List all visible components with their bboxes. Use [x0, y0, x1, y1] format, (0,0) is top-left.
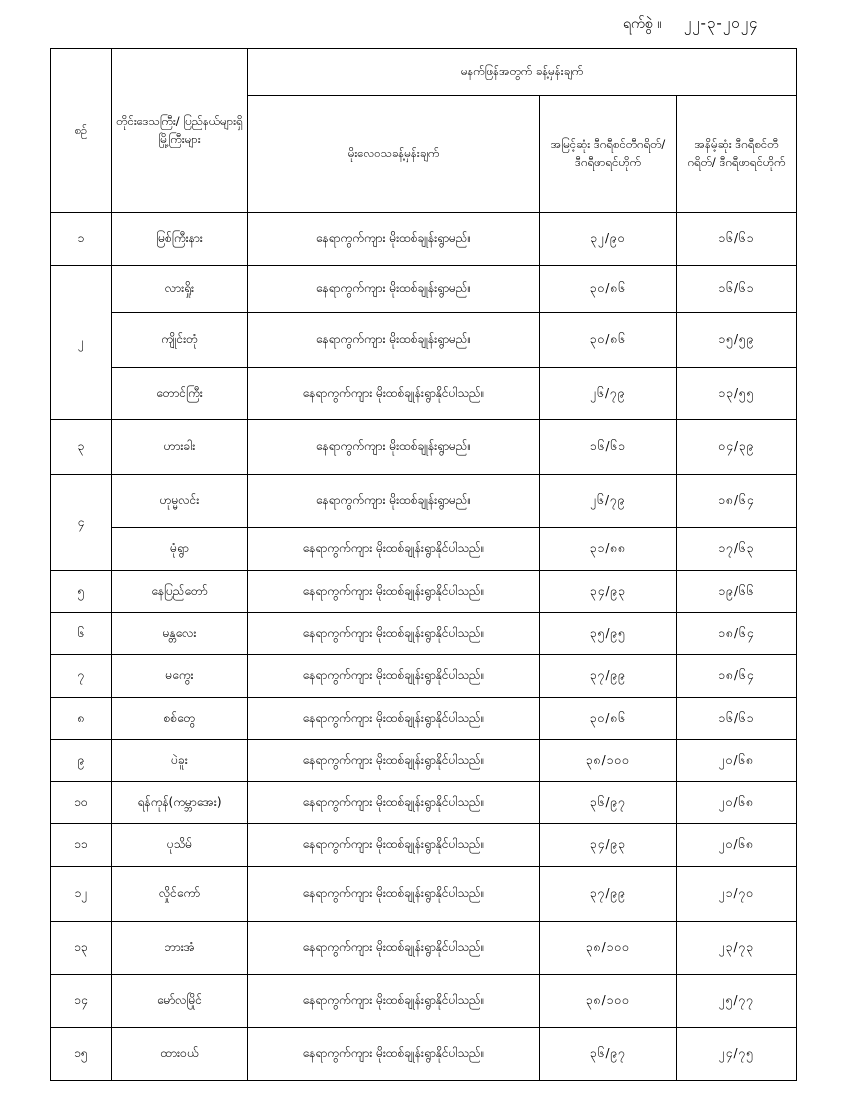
row-number: ၁ [51, 213, 112, 266]
row-number: ၁၃ [51, 922, 112, 975]
city-name: ဘားအံ [112, 922, 248, 975]
weather-condition: နေရာကွက်ကျား မိုးထစ်ချုန်းရွာမည်။ [248, 420, 540, 475]
min-temperature: ၂၁/၇၀ [677, 867, 797, 922]
weather-condition: နေရာကွက်ကျား မိုးထစ်ချုန်းရွာနိုင်ပါသည်။ [248, 975, 540, 1028]
table-row [51, 824, 797, 867]
max-temperature: ၃၈/၁၀၀ [540, 922, 677, 975]
row-number: ၁၄ [51, 975, 112, 1028]
city-name: မန္တလေး [112, 613, 248, 655]
row-number: ၄ [51, 475, 112, 571]
header-min-temp: အနိမ့်ဆုံး ဒီဂရီစင်တီဂရိတ်/ ဒီဂရီဖာရင်ဟိုက် [677, 96, 797, 213]
table-row [51, 266, 797, 313]
min-temperature: ၂၀/၆၈ [677, 782, 797, 824]
weather-condition: နေရာကွက်ကျား မိုးထစ်ချုန်းရွာနိုင်ပါသည်။ [248, 655, 540, 698]
header-region: တိုင်းဒေသကြီး/ ပြည်နယ်များရှိ မြို့ကြီးများ [112, 49, 248, 213]
min-temperature: ၁၆/၆၁ [677, 698, 797, 740]
row-number: ၉ [51, 740, 112, 782]
city-name: တောင်ကြီး [112, 368, 248, 420]
weather-condition: နေရာကွက်ကျား မိုးထစ်ချုန်းရွာနိုင်ပါသည်။ [248, 571, 540, 613]
city-name: ရန်ကုန်(ကမ္ဘာအေး) [112, 782, 248, 824]
weather-condition: နေရာကွက်ကျား မိုးထစ်ချုန်းရွာနိုင်ပါသည်။ [248, 1028, 540, 1081]
table-row [51, 698, 797, 740]
row-number: ၁၅ [51, 1028, 112, 1081]
city-name: လှိုင်ကော် [112, 867, 248, 922]
header-condition: မိုးလေဝသခန့်မှန်းချက် [248, 96, 540, 213]
max-temperature: ၃၇/၉၉ [540, 867, 677, 922]
max-temperature: ၃၀/၈၆ [540, 266, 677, 313]
weather-condition: နေရာကွက်ကျား မိုးထစ်ချုန်းရွာနိုင်ပါသည်။ [248, 922, 540, 975]
weather-condition: နေရာကွက်ကျား မိုးထစ်ချုန်းရွာနိုင်ပါသည်။ [248, 740, 540, 782]
date-value: ၂၂-၃-၂၀၂၄ [683, 14, 759, 32]
city-name: မော်လမြိုင် [112, 975, 248, 1028]
min-temperature: ၁၅/၅၉ [677, 313, 797, 368]
city-name: ဟုမ္မလင်း [112, 475, 248, 528]
header-max-temp: အမြင့်ဆုံး ဒီဂရီစင်တီဂရိတ်/ ဒီဂရီဖာရင်ဟိုက် [540, 96, 677, 213]
max-temperature: ၃၀/၈၆ [540, 698, 677, 740]
row-number: ၅ [51, 571, 112, 613]
weather-condition: နေရာကွက်ကျား မိုးထစ်ချုန်းရွာနိုင်ပါသည်။ [248, 782, 540, 824]
city-name: မြစ်ကြီးနား [112, 213, 248, 266]
min-temperature: ၁၈/၆၄ [677, 655, 797, 698]
min-temperature: ၁၈/၆၄ [677, 613, 797, 655]
weather-condition: နေရာကွက်ကျား မိုးထစ်ချုန်းရွာနိုင်ပါသည်။ [248, 368, 540, 420]
weather-condition: နေရာကွက်ကျား မိုးထစ်ချုန်းရွာမည်။ [248, 266, 540, 313]
city-name: ကျိုင်းတုံ [112, 313, 248, 368]
min-temperature: ၂၀/၆၈ [677, 824, 797, 867]
min-temperature: ၁၆/၆၁ [677, 213, 797, 266]
table-row [51, 782, 797, 824]
row-number: ၈ [51, 698, 112, 740]
table-row [51, 475, 797, 528]
max-temperature: ၃၄/၉၃ [540, 824, 677, 867]
header-forecast-group: မနက်ဖြန်အတွက် ခန့်မှန်းချက် [248, 49, 797, 96]
city-name: ထားဝယ် [112, 1028, 248, 1081]
max-temperature: ၃၆/၉၇ [540, 1028, 677, 1081]
min-temperature: ၂၅/၇၇ [677, 975, 797, 1028]
city-name: ပုသိမ် [112, 824, 248, 867]
city-name: စစ်တွေ [112, 698, 248, 740]
row-number: ၁၁ [51, 824, 112, 867]
table-row [51, 655, 797, 698]
max-temperature: ၃၀/၈၆ [540, 313, 677, 368]
table-row [51, 975, 797, 1028]
max-temperature: ၂၆/၇၉ [540, 368, 677, 420]
weather-forecast-table [50, 48, 797, 1081]
table-row [51, 613, 797, 655]
city-name: မကွေး [112, 655, 248, 698]
min-temperature: ၀၄/၃၉ [677, 420, 797, 475]
table-row [51, 867, 797, 922]
table-row [51, 1028, 797, 1081]
row-number: ၇ [51, 655, 112, 698]
weather-condition: နေရာကွက်ကျား မိုးထစ်ချုန်းရွာမည်။ [248, 313, 540, 368]
min-temperature: ၁၃/၅၅ [677, 368, 797, 420]
weather-condition: နေရာကွက်ကျား မိုးထစ်ချုန်းရွာနိုင်ပါသည်။ [248, 698, 540, 740]
date-label: ရက်စွဲ ။ [623, 16, 662, 32]
table-row [51, 368, 797, 420]
weather-condition: နေရာကွက်ကျား မိုးထစ်ချုန်းရွာနိုင်ပါသည်။ [248, 867, 540, 922]
weather-condition: နေရာကွက်ကျား မိုးထစ်ချုန်းရွာနိုင်ပါသည်။ [248, 528, 540, 571]
city-name: မုံရွာ [112, 528, 248, 571]
max-temperature: ၃၂/၉၀ [540, 213, 677, 266]
table-row [51, 922, 797, 975]
min-temperature: ၁၆/၆၁ [677, 266, 797, 313]
max-temperature: ၃၇/၉၉ [540, 655, 677, 698]
min-temperature: ၂၄/၇၅ [677, 1028, 797, 1081]
row-number: ၆ [51, 613, 112, 655]
max-temperature: ၂၆/၇၉ [540, 475, 677, 528]
table-row [51, 740, 797, 782]
city-name: ဟားခါး [112, 420, 248, 475]
min-temperature: ၂၀/၆၈ [677, 740, 797, 782]
weather-condition: နေရာကွက်ကျား မိုးထစ်ချုန်းရွာနိုင်ပါသည်။ [248, 824, 540, 867]
date-line [623, 10, 823, 36]
max-temperature: ၃၈/၁၀၀ [540, 975, 677, 1028]
row-number: ၁၀ [51, 782, 112, 824]
max-temperature: ၃၈/၁၀၀ [540, 740, 677, 782]
max-temperature: ၃၁/၈၈ [540, 528, 677, 571]
city-name: နေပြည်တော် [112, 571, 248, 613]
min-temperature: ၁၈/၆၄ [677, 475, 797, 528]
row-number: ၃ [51, 420, 112, 475]
row-number: ၁၂ [51, 867, 112, 922]
min-temperature: ၁၉/၆၆ [677, 571, 797, 613]
table-row [51, 213, 797, 266]
table-row [51, 571, 797, 613]
table-row [51, 313, 797, 368]
city-name: လားရှိုး [112, 266, 248, 313]
weather-condition: နေရာကွက်ကျား မိုးထစ်ချုန်းရွာမည်။ [248, 475, 540, 528]
min-temperature: ၂၃/၇၃ [677, 922, 797, 975]
weather-condition: နေရာကွက်ကျား မိုးထစ်ချုန်းရွာမည်။ [248, 213, 540, 266]
max-temperature: ၃၄/၉၃ [540, 571, 677, 613]
row-number: ၂ [51, 266, 112, 420]
table-row [51, 528, 797, 571]
min-temperature: ၁၇/၆၃ [677, 528, 797, 571]
table-row [51, 420, 797, 475]
max-temperature: ၃၅/၉၅ [540, 613, 677, 655]
header-no: စဉ် [51, 49, 112, 213]
max-temperature: ၃၆/၉၇ [540, 782, 677, 824]
max-temperature: ၁၆/၆၁ [540, 420, 677, 475]
weather-condition: နေရာကွက်ကျား မိုးထစ်ချုန်းရွာနိုင်ပါသည်။ [248, 613, 540, 655]
city-name: ပဲခူး [112, 740, 248, 782]
